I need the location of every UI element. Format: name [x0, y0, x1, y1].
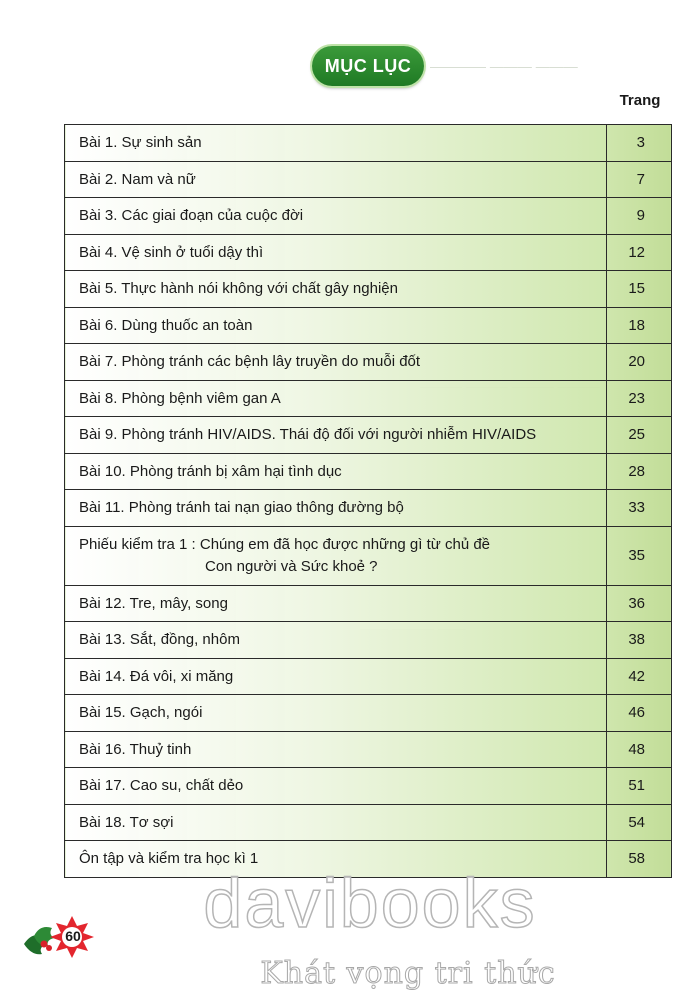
toc-entry-title-text: Bài 14. Đá vôi, xi măng — [79, 667, 234, 685]
toc-entry-title-text: Bài 8. Phòng bệnh viêm gan A — [79, 389, 281, 407]
toc-entry-page: 36 — [606, 585, 671, 622]
table-row — [65, 417, 672, 454]
toc-entry-title — [65, 271, 607, 308]
toc-entry-title-line2: Con người và Sức khoẻ ? — [205, 557, 378, 575]
toc-entry-title-text: Bài 17. Cao su, chất dẻo — [79, 777, 244, 795]
toc-entry-title-text: Bài 18. Tơ sợi — [79, 813, 174, 831]
toc-entry-page: 48 — [606, 731, 671, 768]
toc-entry-title — [65, 380, 607, 417]
toc-entry-title — [65, 622, 607, 659]
toc-entry-page: 15 — [606, 271, 671, 308]
toc-entry-title-text: Bài 12. Tre, mây, song — [79, 594, 228, 612]
bleed-ghost-text: ———— ——— ——— — [430, 58, 578, 74]
toc-entry-title — [65, 161, 607, 198]
watermark-slogan: Khát vọng tri thức — [260, 956, 556, 991]
toc-entry-page: 18 — [606, 307, 671, 344]
toc-entry-title — [65, 344, 607, 381]
toc-entry-title — [65, 585, 607, 622]
table-of-contents — [64, 124, 672, 878]
toc-entry-title — [65, 658, 607, 695]
toc-entry-title-text: Bài 13. Sắt, đồng, nhôm — [79, 631, 240, 649]
toc-entry-page: 25 — [606, 417, 671, 454]
table-row — [65, 380, 672, 417]
toc-entry-page: 3 — [606, 125, 671, 162]
table-row — [65, 344, 672, 381]
table-row — [65, 526, 672, 585]
toc-entry-title — [65, 125, 607, 162]
toc-entry-title-text: Bài 3. Các giai đoạn của cuộc đời — [79, 207, 304, 225]
toc-entry-title-text: Bài 16. Thuỷ tinh — [79, 740, 192, 758]
toc-entry-page: 38 — [606, 622, 671, 659]
page-number-badge — [22, 914, 98, 960]
table-row — [65, 768, 672, 805]
toc-entry-page: 42 — [606, 658, 671, 695]
toc-entry-title-text: Bài 5. Thực hành nói không với chất gây nghiện — [79, 280, 398, 298]
table-row — [65, 622, 672, 659]
toc-entry-title — [65, 804, 607, 841]
toc-entry-page: 9 — [606, 198, 671, 235]
table-row — [65, 271, 672, 308]
toc-entry-title — [65, 731, 607, 768]
table-row — [65, 804, 672, 841]
table-row — [65, 658, 672, 695]
toc-entry-page: 35 — [606, 526, 671, 585]
table-row — [65, 585, 672, 622]
toc-entry-title-text: Bài 7. Phòng tránh các bệnh lây truyền do muỗi đốt — [79, 353, 421, 371]
toc-entry-title — [65, 695, 607, 732]
toc-entry-page: 28 — [606, 453, 671, 490]
table-row — [65, 453, 672, 490]
toc-entry-page: 54 — [606, 804, 671, 841]
toc-entry-page: 23 — [606, 380, 671, 417]
toc-entry-title-text: Bài 11. Phòng tránh tai nạn giao thông đường bộ — [79, 499, 404, 517]
table-row — [65, 198, 672, 235]
toc-entry-page: 46 — [606, 695, 671, 732]
toc-entry-title — [65, 198, 607, 235]
toc-entry-title-text: Phiếu kiểm tra 1 : Chúng em đã học được những gì từ chủ đề — [79, 535, 491, 553]
toc-entry-title — [65, 768, 607, 805]
toc-entry-title-text: Bài 4. Vệ sinh ở tuổi dậy thì — [79, 243, 264, 261]
toc-entry-title-text: Bài 9. Phòng tránh HIV/AIDS. Thái độ đối với người nhiễm HIV/AIDS — [79, 426, 537, 444]
toc-entry-title — [65, 453, 607, 490]
toc-entry-title — [65, 307, 607, 344]
toc-entry-page: 58 — [606, 841, 671, 878]
toc-entry-page: 33 — [606, 490, 671, 527]
toc-entry-page: 7 — [606, 161, 671, 198]
toc-entry-page: 12 — [606, 234, 671, 271]
toc-entry-title-text: Bài 1. Sự sinh sản — [79, 134, 202, 152]
table-row — [65, 161, 672, 198]
toc-entry-title-text: Bài 10. Phòng tránh bị xâm hại tình dục — [79, 462, 342, 480]
table-row — [65, 490, 672, 527]
watermark-brand: davibooks — [203, 864, 537, 942]
page-number: 60 — [65, 928, 81, 944]
toc-entry-page: 20 — [606, 344, 671, 381]
toc-entry-title-text: Bài 15. Gạch, ngói — [79, 704, 203, 722]
table-row — [65, 731, 672, 768]
toc-entry-page: 51 — [606, 768, 671, 805]
toc-entry-title — [65, 490, 607, 527]
toc-entry-title-text: Bài 2. Nam và nữ — [79, 170, 196, 188]
table-row — [65, 125, 672, 162]
table-row — [65, 695, 672, 732]
table-row — [65, 307, 672, 344]
toc-entry-title-text: Bài 6. Dùng thuốc an toàn — [79, 316, 253, 334]
toc-entry-title-text: Ôn tập và kiểm tra học kì 1 — [79, 850, 259, 868]
page-column-header: Trang — [619, 92, 661, 109]
toc-entry-title — [65, 526, 607, 585]
page-title: MỤC LỤC — [312, 46, 424, 86]
table-row — [65, 234, 672, 271]
toc-entry-title — [65, 234, 607, 271]
toc-entry-title — [65, 417, 607, 454]
